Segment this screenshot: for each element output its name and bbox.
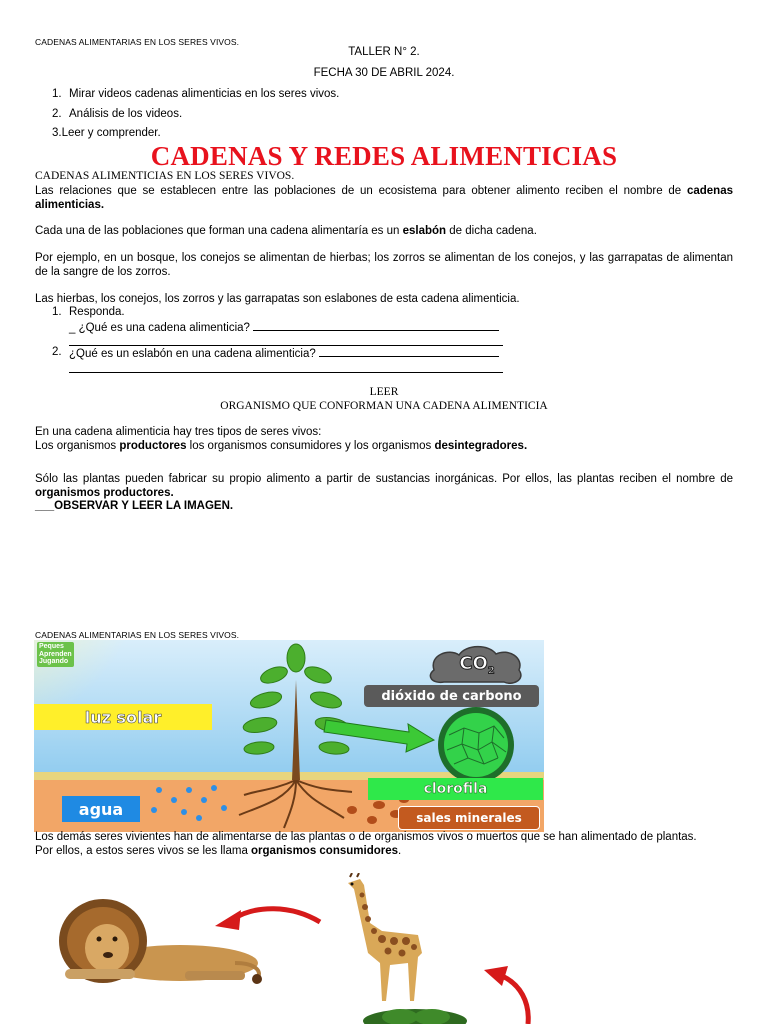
paragraph-2: Cada una de las poblaciones que forman una cadena alimentaría es un eslabón de dicha cadena. [35,225,537,237]
running-header: CADENAS ALIMENTARIAS EN LOS SERES VIVOS. [35,630,240,640]
co2-label: $CO_2$ [459,653,495,677]
step-2: 2. Análisis de los videos. [52,108,183,120]
clorofila-label: clorofila [368,778,543,800]
paragraph-3: Por ejemplo, en un bosque, los conejos se alimentan de hierbas; los zorros se alimentan de los conejos, y las garrapatas de alimentan de la sangre de los zorros. [35,252,733,278]
observe-instruction: ___OBSERVAR Y LEER LA IMAGEN. [35,500,234,512]
answer-line[interactable] [69,372,503,373]
red-arrow-icon [480,962,540,1024]
giraffe-icon [330,873,440,1003]
dioxido-label: dióxido de carbono [364,685,539,707]
leer-heading: LEER [369,386,399,398]
question-1-text: _ ¿Qué es una cadena alimenticia? [69,320,499,336]
answer-line[interactable] [253,320,499,331]
types-line-1: En una cadena alimenticia hay tres tipos de seres vivos: [35,426,322,438]
sales-minerales-label: sales minerales [398,806,540,830]
taller-number: TALLER N° 2. [348,46,420,58]
plants-paragraph: Sólo las plantas pueden fabricar su propio alimento a partir de sustancias inorgánicas. Por ellos, las plantas reciben el nombre de organismos productores. [35,473,733,499]
types-line-2: Los organismos productores los organismos consumidores y los organismos desintegradores. [35,440,528,452]
step-1: 1. Mirar videos cadenas alimenticias en los seres vivos. [52,88,340,100]
tree-icon [360,1005,470,1024]
red-arrow-icon [205,900,325,940]
logo: Peques Aprenden Jugando [39,643,72,665]
question-2: 2. ¿Qué es un eslabón en una cadena alimenticia? [52,346,62,360]
answer-line[interactable] [319,346,499,357]
consumers-line-2: Por ellos, a estos seres vivos se les llama organismos consumidores. [35,845,402,857]
running-header: CADENAS ALIMENTARIAS EN LOS SERES VIVOS. [35,37,240,47]
photosynthesis-image [34,640,544,832]
leer-subheading: ORGANISMO QUE CONFORMAN UNA CADENA ALIMENTICIA [220,400,548,412]
main-title: CADENAS Y REDES ALIMENTICIAS [150,141,618,171]
paragraph-4: Las hierbas, los conejos, los zorros y las garrapatas son eslabones de esta cadena alimenticia. [35,293,520,305]
consumers-line-1: Los demás seres vivientes han de alimentarse de las plantas o de organismos vivos o muertos que se han alimentado de plantas. [35,831,697,843]
agua-label: agua [62,796,140,822]
date-line: FECHA 30 DE ABRIL 2024. [313,67,455,79]
question-1: 1. Responda. [52,306,125,318]
luz-solar-label: luz solar [34,704,212,730]
step-3: 3.Leer y comprender. [52,127,161,139]
paragraph-1: Las relaciones que se establecen entre las poblaciones de un ecosistema para obtener alimento reciben el nombre de cadenas alimenticias. [35,185,733,211]
subtitle: CADENAS ALIMENTICIAS EN LOS SERES VIVOS. [35,170,295,182]
